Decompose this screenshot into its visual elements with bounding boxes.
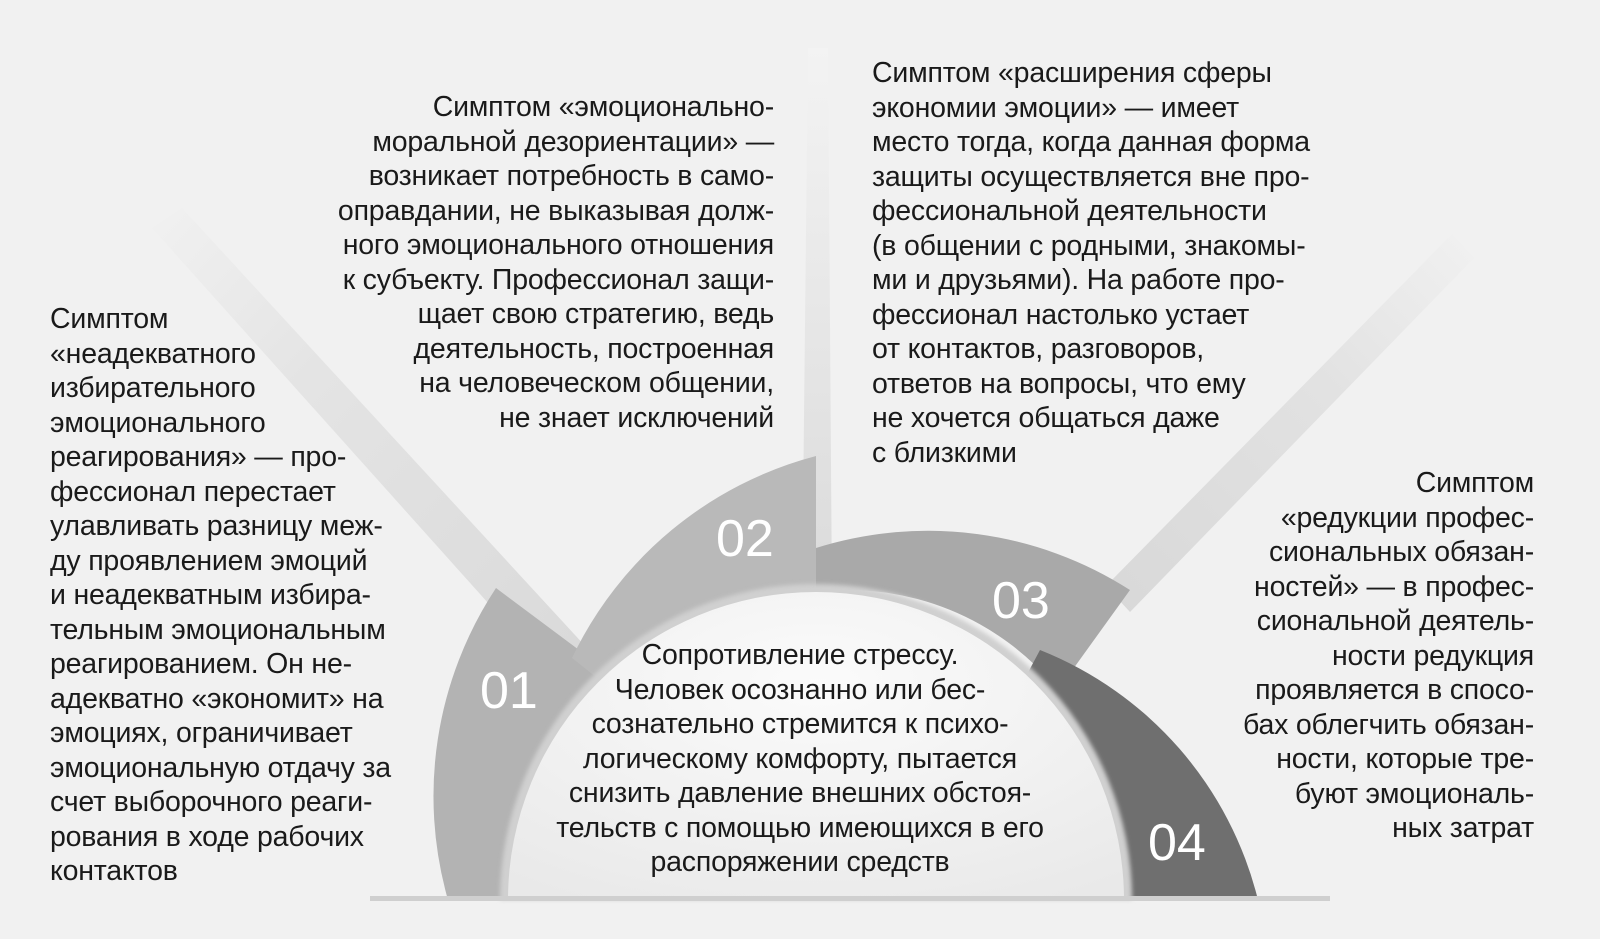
text-line: Симптом «эмоционально- (432, 91, 774, 123)
text-line: логическому комфорту, пытается (583, 742, 1017, 775)
text-line: оправдании, не выказывая долж- (337, 194, 774, 227)
segment-number-03: 03 (992, 572, 1050, 630)
text-line: бах облегчить обязан- (1243, 708, 1534, 741)
text-line: рования в ходе рабочих (50, 820, 364, 853)
text-line: «неадекватного (50, 337, 256, 370)
text-line: Симптом «расширения сферы (872, 57, 1272, 89)
text-line: проявляется в спосо- (1255, 674, 1534, 706)
text-line: эмоционального (50, 406, 266, 439)
text-line: к субъекту. Профессионал защи- (342, 263, 774, 296)
text-line: фессионал настолько устает (872, 298, 1250, 331)
text-line: ных затрат (1392, 812, 1534, 844)
text-line: адекватно «экономит» на (50, 682, 384, 715)
text-line: Симптом (50, 303, 169, 335)
text-line: Симптом (1415, 467, 1534, 499)
text-line: не знает исключений (499, 401, 774, 434)
text-line: эмоциях, ограничивает (50, 717, 353, 749)
text-line: место тогда, когда данная форма (872, 126, 1310, 158)
text-line: реагирования» — про- (50, 441, 347, 473)
text-line: тельным эмоциональным (50, 613, 386, 646)
text-line: «редукции профес- (1280, 501, 1534, 534)
text-line: ответов на вопросы, что ему (872, 367, 1246, 400)
text-line: контактов (50, 855, 178, 887)
text-line: сознательно стремится к психо- (591, 708, 1009, 740)
text-line: эмоциональную отдачу за (50, 751, 391, 784)
text-line: защиты осуществляется вне про- (872, 160, 1310, 193)
text-line: тельств с помощью имеющихся в его (556, 811, 1044, 844)
text-line: счет выборочного реаги- (50, 786, 373, 818)
symptom-03-text (872, 56, 1310, 470)
text-line: ностей» — в профес- (1254, 570, 1534, 603)
text-line: сиональных обязан- (1268, 536, 1534, 568)
text-line: не хочется общаться даже (872, 402, 1220, 434)
symptom-04-text (1150, 466, 1534, 846)
text-line: моральной дезориентации» — (372, 125, 774, 158)
text-line: от контактов, разговоров, (872, 333, 1205, 365)
text-line: (в общении с родными, знакомы- (872, 229, 1306, 262)
text-line: улавливать разницу меж- (50, 510, 383, 542)
text-line: с близкими (872, 436, 1017, 469)
text-line: щает свою стратегию, ведь (417, 298, 774, 330)
center-text (500, 638, 1100, 880)
text-line: ми и друзьями). На работе про- (872, 264, 1285, 296)
text-line: фессионал перестает (50, 475, 336, 508)
text-line: возникает потребность в само- (368, 160, 774, 192)
text-line: на человеческом общении, (419, 367, 774, 399)
text-line: реагированием. Он не- (50, 648, 352, 680)
text-line: Сопротивление стрессу. (641, 639, 959, 671)
text-line: сиональной деятель- (1256, 605, 1534, 637)
text-line: и неадекватным избира- (50, 579, 371, 611)
symptom-02-text (290, 90, 774, 435)
text-line: буют эмоциональ- (1294, 777, 1534, 810)
text-line: ности, которые тре- (1276, 743, 1534, 775)
text-line: избирательного (50, 372, 256, 404)
text-line: ду проявлением эмоций (50, 544, 368, 577)
text-line: экономии эмоции» — имеет (872, 91, 1239, 124)
text-line: фессиональной деятельности (872, 195, 1267, 227)
text-line: распоряжении средств (650, 846, 950, 878)
text-line: Человек осознанно или бес- (614, 673, 986, 706)
text-line: ного эмоционального отношения (342, 229, 774, 261)
segment-number-04: 04 (1148, 814, 1206, 872)
text-line: ности редукция (1331, 639, 1534, 672)
segment-number-01: 01 (480, 662, 538, 720)
base-line (370, 896, 1330, 901)
text-line: снизить давление внешних обстоя- (568, 777, 1032, 809)
text-line: деятельность, построенная (413, 332, 774, 365)
segment-number-02: 02 (716, 510, 774, 568)
